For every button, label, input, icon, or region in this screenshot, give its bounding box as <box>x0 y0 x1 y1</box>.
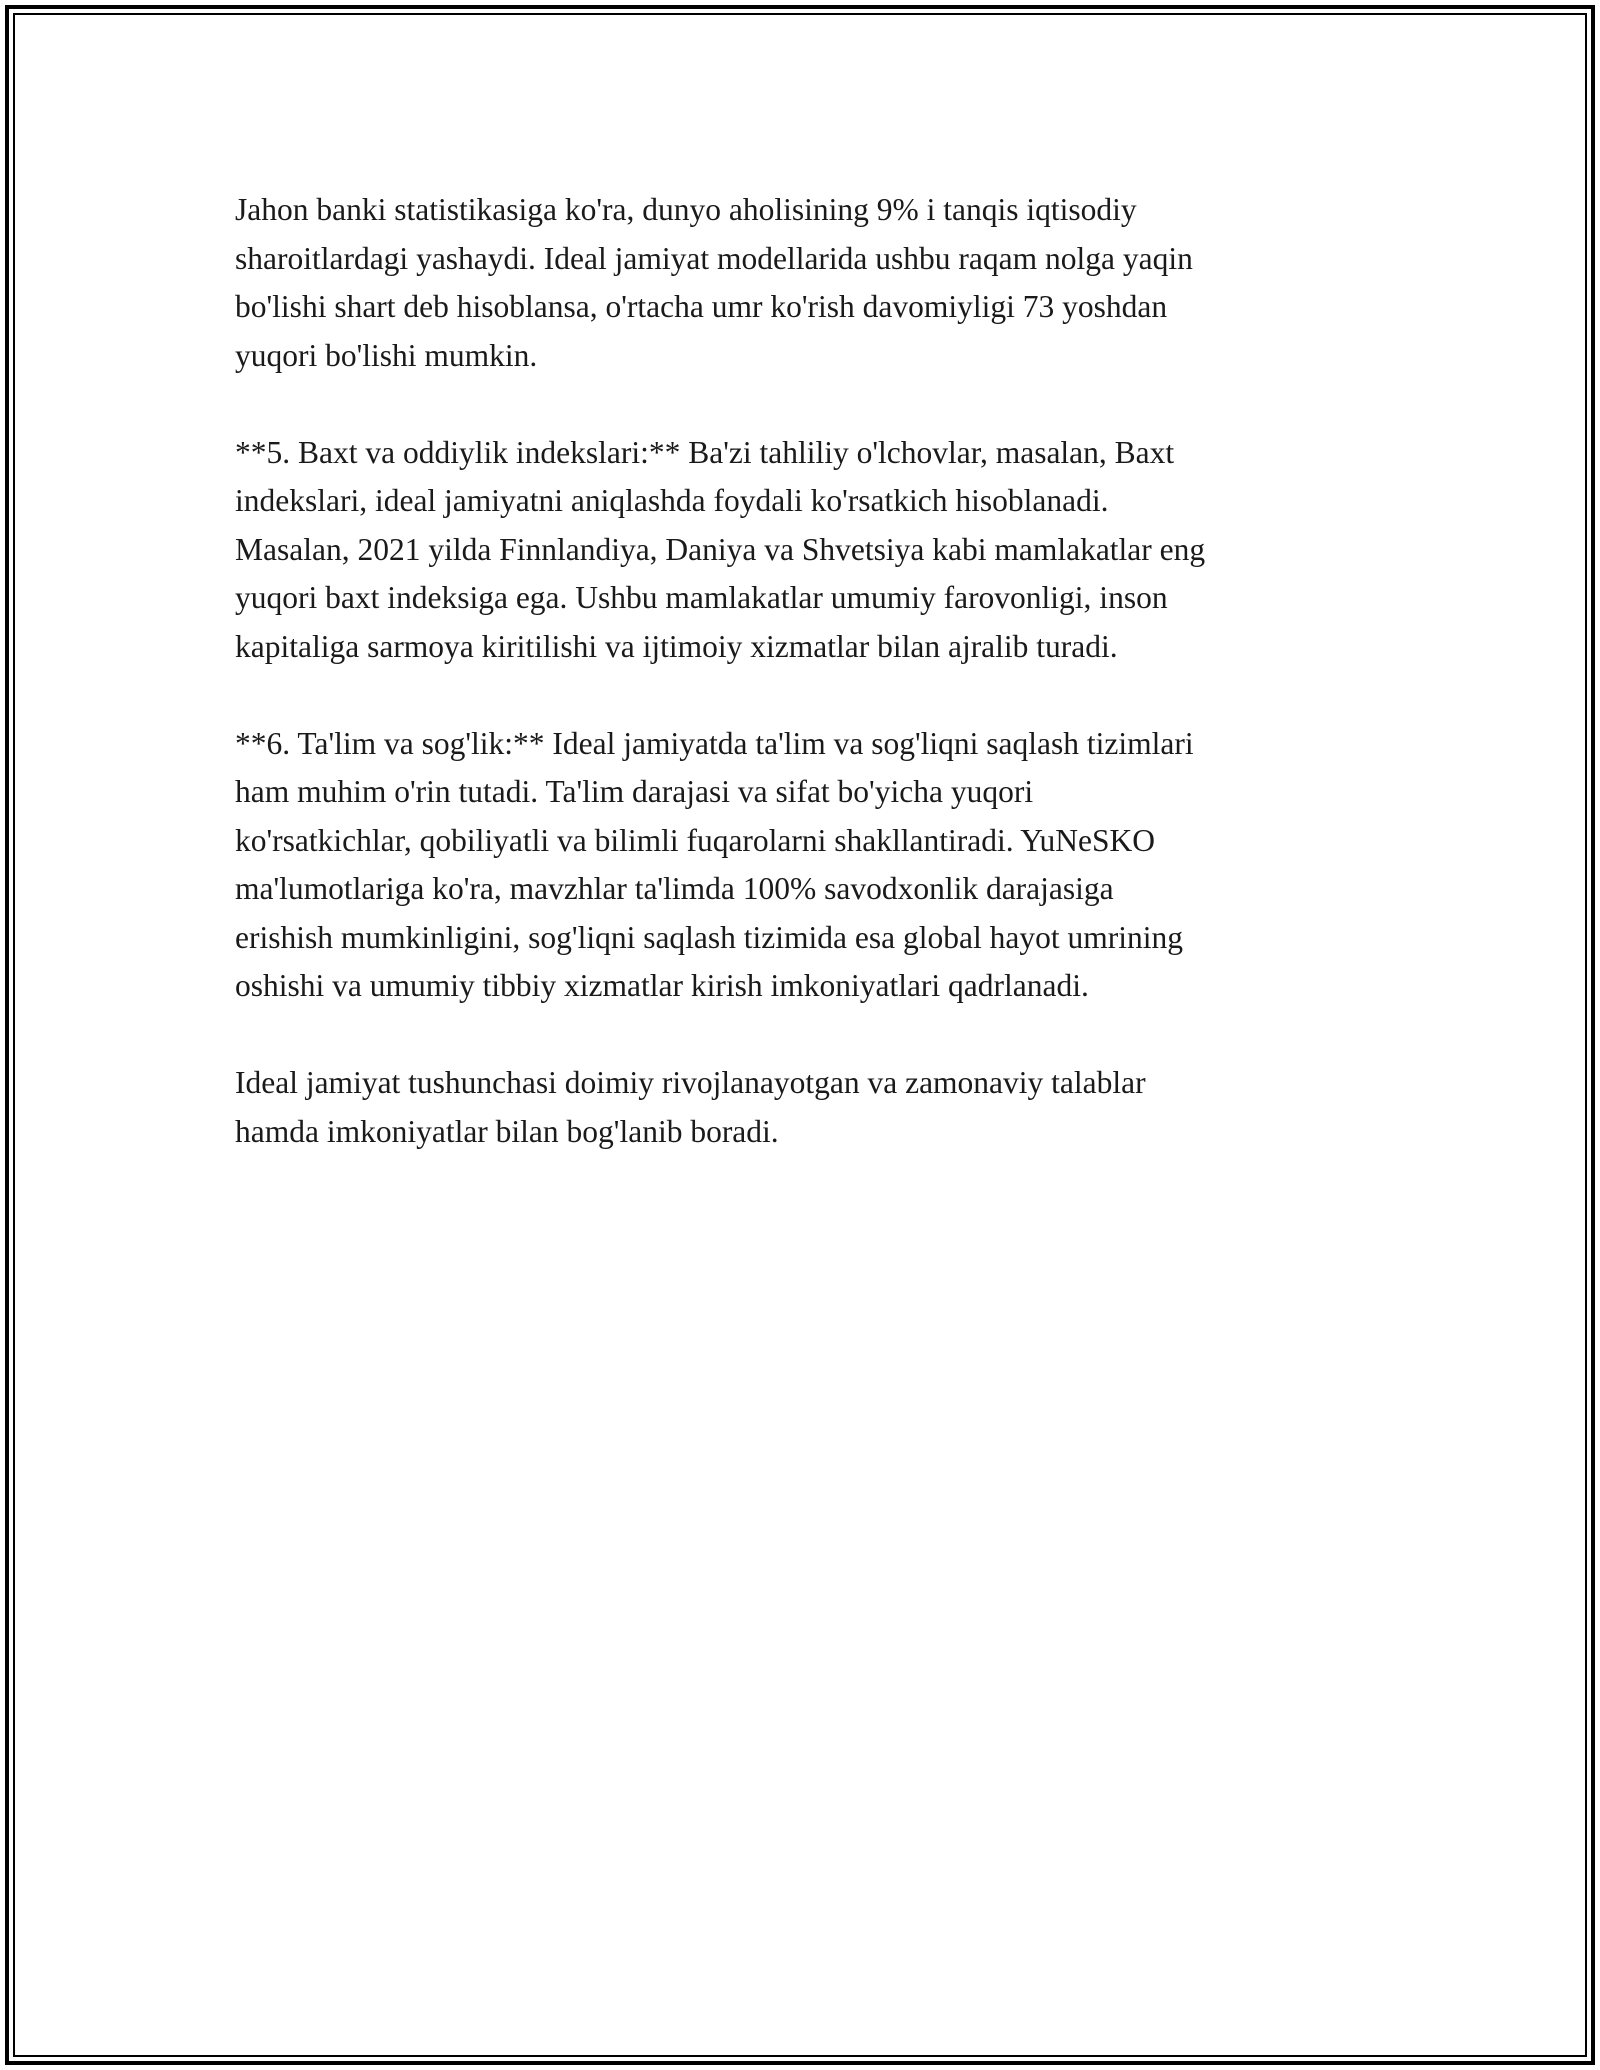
paragraph-poverty-statistics: Jahon banki statistikasiga ko'ra, dunyo aholisining 9% i tanqis iqtisodiy sharoitlardagi yashaydi. Ideal jamiyat modellarida ushbu raqam nolga yaqin bo'lishi shart deb hisoblansa, o'rtacha umr ko'rish davomiyligi 73 yoshdan yuqori bo'lishi mumkin. <box>235 192 1193 373</box>
paragraph-education-health: **6. Ta'lim va sog'lik:** Ideal jamiyatda ta'lim va sog'liqni saqlash tizimlari ham muhim o'rin tutadi. Ta'lim darajasi va sifat bo'yicha yuqori ko'rsatkichlar, qobiliyatli va bilimli fuqarolarni shakllantiradi. YuNeSKO ma'lumotlariga ko'ra, mavzhlar ta'limda 100% savodxonlik darajasiga erishish mumkinligini, sog'liqni saqlash tizimida esa global hayot umrining oshishi va umumiy tibbiy xizmatlar kirish imkoniyatlari qadrlanadi. <box>235 725 1194 1003</box>
paragraph-conclusion: Ideal jamiyat tushunchasi doimiy rivojlanayotgan va zamonaviy talablar hamda imkoniyatlar bilan bog'lanib boradi. <box>235 1065 1146 1149</box>
document-body <box>235 186 1375 1205</box>
paragraph-happiness-indexes: **5. Baxt va oddiylik indekslari:** Ba'zi tahliliy o'lchovlar, masalan, Baxt indekslari, ideal jamiyatni aniqlashda foydali ko'rsatkich hisoblanadi. Masalan, 2021 yilda Finnlandiya, Daniya va Shvetsiya kabi mamlakatlar eng yuqori baxt indeksiga ega. Ushbu mamlakatlar umumiy farovonligi, inson kapitaliga sarmoya kiritilishi va ijtimoiy xizmatlar bilan ajralib turadi. <box>235 434 1206 664</box>
